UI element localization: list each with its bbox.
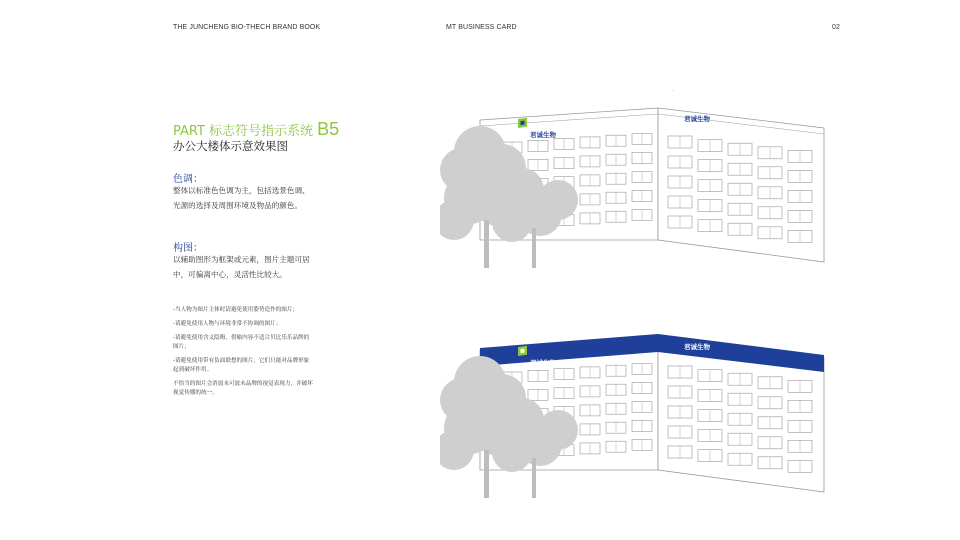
building-logo-text: 君诚生物: [684, 115, 710, 123]
note-item: -当人物为图片主体时请避免使用姿势造作的图片；: [173, 307, 299, 313]
building-illustration-plain: [440, 90, 840, 270]
logo-mark-inner: [521, 121, 525, 126]
part-title-text: 标志符号指示系统: [209, 124, 314, 139]
building-outline: [440, 320, 824, 498]
composition-text: [173, 252, 323, 282]
color-heading: 色调：: [173, 174, 203, 185]
building-logo-text: 君诚生物: [684, 343, 710, 351]
tree-trunk: [484, 220, 489, 268]
color-text: [173, 183, 323, 213]
tree-trunk: [532, 228, 536, 268]
part-code: B5: [317, 119, 340, 139]
composition-text-line: 中，可偏离中心，灵活性比较大。: [173, 270, 287, 279]
note-item: -请避免使用人物与环境非常不协调的图片；: [173, 321, 282, 327]
building-logo-text: 君诚生物: [530, 131, 556, 139]
part-title: [173, 119, 339, 140]
color-text-line: 整体以标准色色调为主，包括选景色调、: [173, 186, 310, 195]
part-subtitle: 办公大楼体示意效果图: [173, 139, 288, 153]
note-item: 不恰当的图片会消弱未可波未品牌的视觉表现力，并破坏视觉传播的统一。: [173, 381, 313, 396]
logo-mark-inner: [521, 349, 525, 354]
composition-heading: 构图：: [173, 243, 203, 254]
notes-list: [173, 306, 313, 403]
composition-text-line: 以辅助图形为框架或元素，图片主题可居: [173, 255, 310, 264]
tree-blob: [492, 432, 532, 472]
building-logo-text: 君诚生物: [530, 359, 556, 367]
note-item: -请避免使用含义隐晦，借喻内容不适合贝比乐乐品牌的图片；: [173, 335, 310, 350]
building-outline: [440, 90, 824, 268]
part-prefix: PART: [173, 124, 205, 139]
tree-trunk: [532, 458, 536, 498]
color-text-line: 光源的选择及周围环境及物品的颜色。: [173, 201, 303, 210]
tree-trunk: [484, 450, 489, 498]
tree-blob: [538, 410, 578, 450]
building-illustration-branded: [440, 320, 840, 500]
tree-blob: [538, 180, 578, 220]
note-item: -请避免使用带有负面联想的图片，它们只能对品牌形象起到破坏作用。: [173, 358, 310, 373]
section-title: MT BUSINESS CARD: [446, 24, 517, 31]
book-title: THE JUNCHENG BIO-THECH BRAND BOOK: [173, 24, 321, 31]
tree-blob: [492, 202, 532, 242]
page-number: 02: [832, 24, 840, 31]
